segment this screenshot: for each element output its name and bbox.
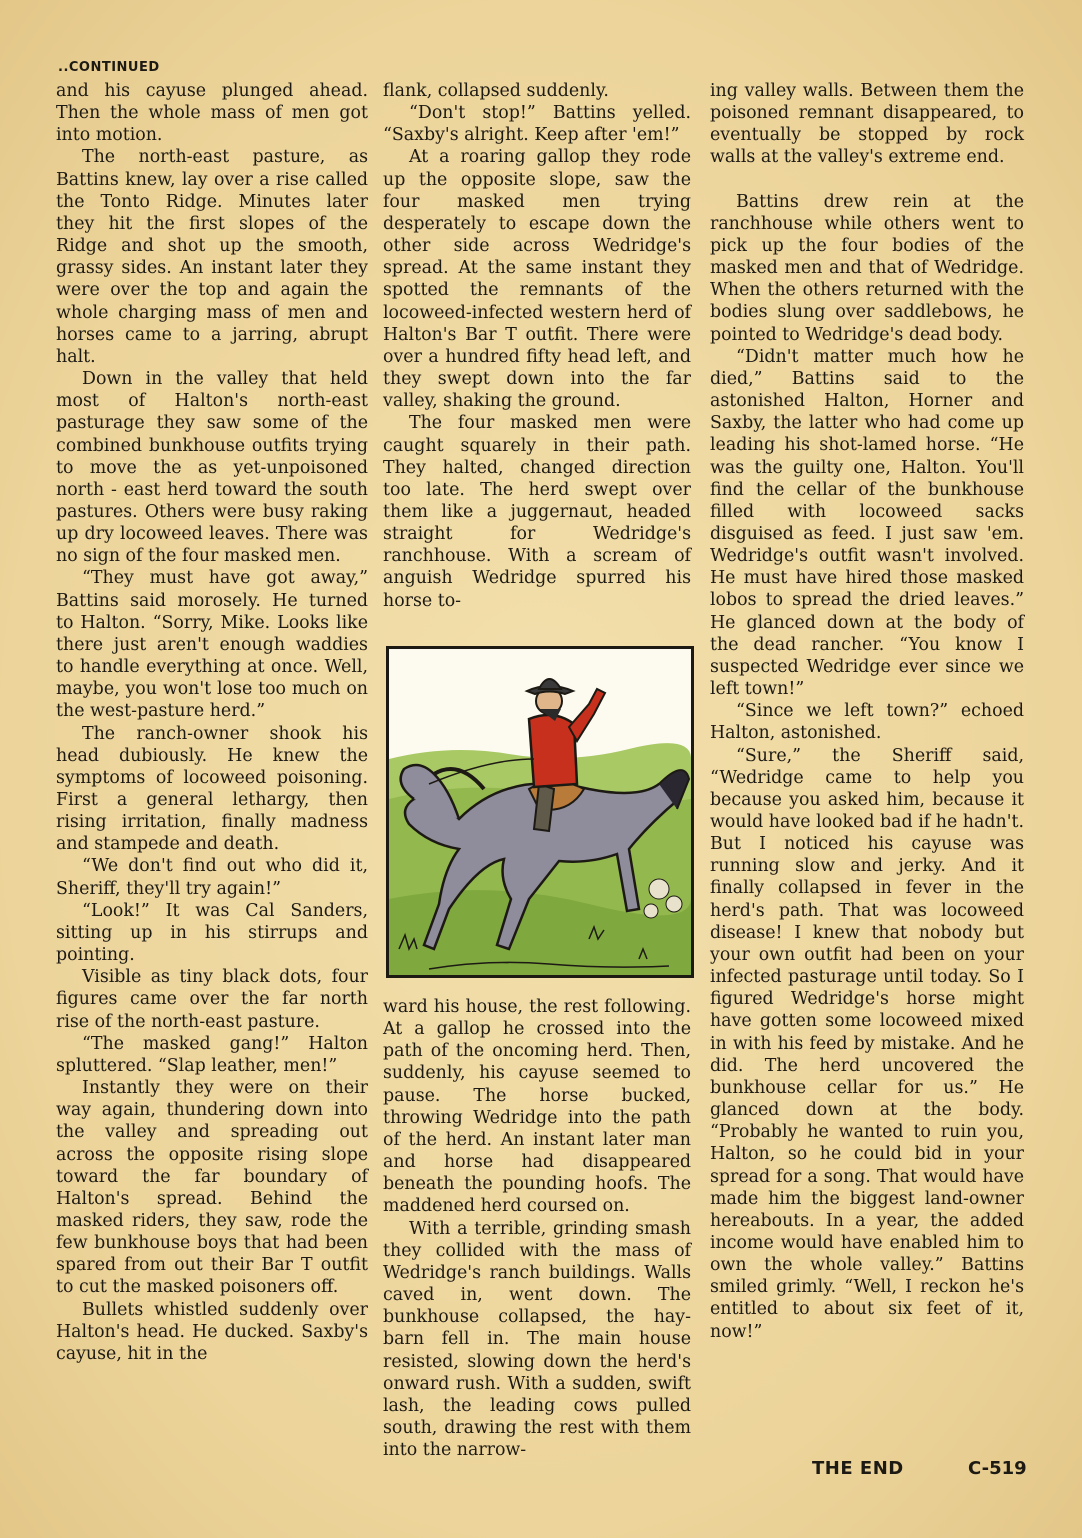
the-end-label: THE END	[812, 1458, 904, 1479]
column-2-top	[383, 80, 691, 612]
paragraph: “The masked gang!” Halton spluttered. “Slap leather, men!”	[56, 1033, 368, 1076]
paragraph: Visible as tiny black dots, four figures came over the far north rise of the north-east pasture.	[56, 967, 368, 1032]
cowboy-on-galloping-horse-icon	[389, 649, 691, 975]
illustration-panel	[386, 646, 694, 978]
paragraph: Battins drew rein at the ranchhouse while others went to pick up the four bodies of the masked men and that of Wedridge. When the others returned with the bodies slung over saddlebows, he pointed to Wedridge's dead body.	[710, 191, 1024, 345]
paragraph: ward his house, the rest following. At a gallop he crossed into the path of the oncoming herd. Then, suddenly, his cayuse seemed to pause. The horse bucked, throwing Wedridge into the path of the herd. An instant later man and horse had disappeared beneath the pounding hoofs. The maddened herd coursed on.	[383, 997, 691, 1217]
paragraph: ing valley walls. Between them the poisoned remnant disappeared, to eventually be stopped by rock walls at the valley's extreme end.	[710, 81, 1024, 168]
paragraph: “Didn't matter much how he died,” Battins said to the astonished Halton, Horner and Saxby, the latter who had come up leading his shot-lamed horse. “He was the guilty one, Halton. You'll find the cellar of the bunkhouse filled with locoweed sacks disguised as feed. I just saw 'em. Wedridge's outfit wasn't involved. He must have hired those masked lobos to spread the dried leaves.” He glanced down at the body of the dead rancher. “You know I suspected Wedridge ever since we left town!”	[710, 346, 1024, 700]
paragraph: Down in the valley that held most of Halton's north-east pasturage they saw some of the combined bunkhouse outfits trying to move the as yet-unpoisoned north - east herd toward the south pastures. Others were busy raking up dry locoweed leaves. There was no sign of the four masked men.	[56, 369, 368, 567]
paragraph: “Look!” It was Cal Sanders, sitting up in his stirrups and pointing.	[56, 900, 368, 966]
paragraph: “Don't stop!” Battins yelled. “Saxby's alright. Keep after 'em!”	[383, 103, 691, 146]
continued-label: ..CONTINUED	[58, 60, 160, 75]
paragraph: Bullets whistled suddenly over Halton's head. He ducked. Saxby's cayuse, hit in the	[56, 1299, 368, 1364]
paragraph: “We don't find out who did it, Sheriff, they'll try again!”	[56, 856, 368, 899]
paragraph: At a roaring gallop they rode up the opposite slope, saw the four masked men trying desperately to escape down the other side across Wedridge's spread. At the same instant they spotted the remnants of the locoweed-infected western herd of Halton's Bar T outfit. There were over a hundred fifty head left, and they swept down into the far valley, shaking the ground.	[383, 147, 691, 412]
paragraph: and his cayuse plunged ahead. Then the whole mass of men got into motion.	[56, 81, 368, 146]
column-2-bottom	[383, 996, 691, 1461]
page-code: C-519	[968, 1458, 1027, 1479]
text-column-1	[56, 80, 368, 1365]
paragraph: “Sure,” the Sheriff said, “Wedridge came to help you because you asked him, because it would have looked bad if he hadn't. But I noticed his cayuse was running slow and jerky. And it finally collapsed in fever in the herd's path. That was locoweed disease! I knew that nobody but your own outfit had been on your infected pasturage until today. So I figured Wedridge's horse might have gotten some locoweed mixed in with his feed by mistake. And he did. The herd uncovered the bunkhouse cellar for us.” He glanced down at the body. “Probably he wanted to ruin you, Halton, so he could bid in your spread for a song. That would have made him the biggest land-owner hereabouts. In a year, the added income would have enabled him to own the whole valley.” Battins smiled grimly. “Well, I reckon he's entitled to about six feet of it, now!”	[710, 745, 1024, 1342]
paragraph: flank, collapsed suddenly.	[383, 81, 609, 101]
paragraph: “They must have got away,” Battins said morosely. He turned to Halton. “Sorry, Mike. Looks like there just aren't enough waddies to handle everything at once. Well, maybe, you won't lose too much on the west-pasture herd.”	[56, 568, 368, 722]
paragraph: Instantly they were on their way again, thundering down into the valley and spreading out across the opposite rising slope toward the far boundary of Halton's spread. Behind the masked riders, they saw, rode the few bunkhouse boys that had been spared from out their Bar T outfit to cut the masked poisoners off.	[56, 1078, 368, 1298]
paragraph: With a terrible, grinding smash they collided with the mass of Wedridge's ranch buildings. Walls caved in, went down. The bunkhouse collapsed, the hay-barn fell in. The main house resisted, slowing down the herd's onward rush. With a sudden, swift lash, the leading cows pulled south, drawing the rest with them into the narrow-	[383, 1218, 691, 1461]
paragraph: The four masked men were caught squarely in their path. They halted, changed direction too late. The herd swept over them like a juggernaut, headed straight for Wedridge's ranchhouse. With a scream of anguish Wedridge spurred his horse to-	[383, 413, 691, 611]
text-column-3	[710, 80, 1024, 1343]
paragraph: “Since we left town?” echoed Halton, astonished.	[710, 701, 1024, 744]
paragraph: The ranch-owner shook his head dubiously. He knew the symptoms of locoweed poisoning. First a general lethargy, then rising irritation, finally madness and stampede and death.	[56, 723, 368, 855]
paragraph: The north-east pasture, as Battins knew, lay over a rise called the Tonto Ridge. Minutes later they hit the first slopes of the Ridge and shot up the smooth, grassy sides. An instant later they were over the top and again the whole charging mass of men and horses came to a jarring, abrupt halt.	[56, 147, 368, 367]
